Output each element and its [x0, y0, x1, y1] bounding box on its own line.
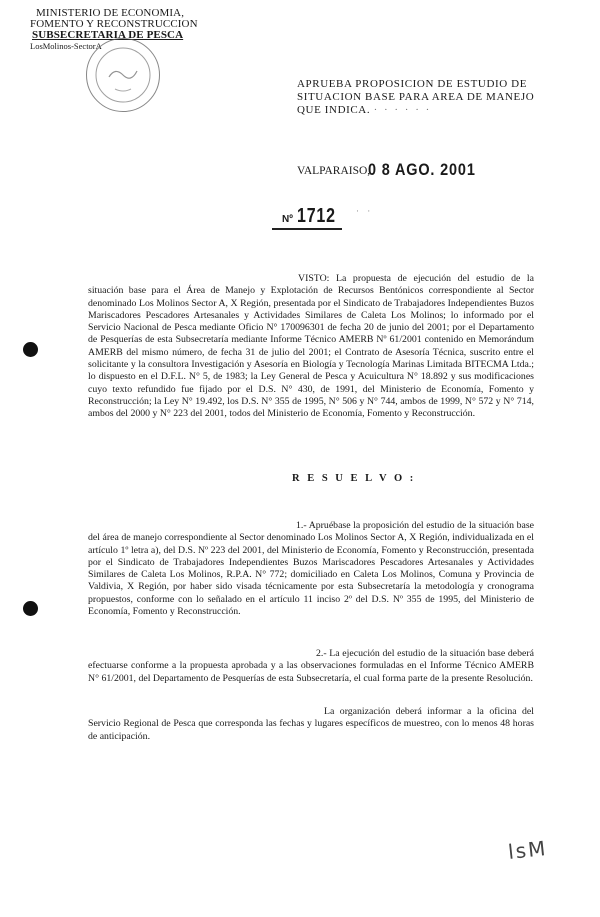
closing-paragraph [88, 706, 534, 743]
title-line-3 [297, 104, 547, 117]
resolution-number-block [282, 205, 346, 228]
article-1 [88, 520, 534, 618]
title-dots: · · · · · · [373, 104, 432, 116]
ministry-subtitle: FOMENTO Y RECONSTRUCCION [30, 18, 198, 30]
stamp-residue: · · [356, 206, 374, 216]
official-seal-icon [86, 38, 160, 112]
margin-handwritten-note: lsM [506, 836, 549, 864]
resolution-number: 1712 [297, 205, 337, 227]
visto-paragraph [88, 273, 534, 421]
file-reference: LosMolinos-SectorA [30, 41, 102, 51]
visto-label: VISTO: [298, 273, 330, 284]
article-2 [88, 648, 534, 685]
title-line-1: APRUEBA PROPOSICION DE ESTUDIO DE [297, 78, 528, 90]
punch-hole-bottom [23, 601, 38, 616]
document-title [297, 78, 547, 117]
article-2-number: 2.- [316, 648, 327, 659]
resolution-prefix: Nº [282, 214, 293, 225]
subsecretaria-name: SUBSECRETARIA DE PESCA [32, 29, 184, 41]
closing-text: La organización deberá informar a la oficina del Servicio Regional de Pesca que corresponda las fechas y lugares específicos de muestreo, con lo menos 48 horas de anticipación. [88, 706, 534, 742]
punch-hole-top [23, 342, 38, 357]
date-stamp: 0 8 AGO. 2001 [368, 160, 476, 179]
title-line-3-text: QUE INDICA. [297, 104, 371, 116]
title-line-2: SITUACION BASE PARA AREA DE MANEJO [297, 91, 535, 103]
article-1-number: 1.- [296, 520, 307, 531]
place-label: VALPARAISO, [297, 165, 371, 177]
resolution-underline [272, 228, 342, 230]
article-2-text: La ejecución del estudio de la situación base deberá efectuarse conforme a la propuesta aprobada y a las observaciones formuladas en el Informe Técnico AMERB N° 61/2001, del Departamento de Pesquerías de esta Subsecretaría, el cual forma parte de la presente Resolución. [88, 648, 534, 684]
resuelvo-heading: R E S U E L V O : [292, 473, 416, 484]
visto-text: La propuesta de ejecución del estudio de la situación base para el Área de Manejo y Explotación de Recursos Bentónicos correspondiente al Sector denominado Los Molinos Sector A, X Región, presentada por el Sindicato de Trabajadores Independientes Buzos Mariscadores Pescadores Artesanales y Actividades Similares de Caleta Los Molinos; lo informado por el Servicio Nacional de Pesca mediante Oficio N° 170096301 de fecha 20 de junio del 2001; por el Departamento de Pesquerías de esta Subsecretaría mediante Informe Técnico AMERB Nº 61/2001 contenido en Memorándum AMERB del mismo número, de fecha 31 de julio del 2001; el Contrato de Asesoría Técnica, suscrito entre el solicitante y la consultora Investigación y Asesoría en Biología y Tecnología Marinas Limitada BITECMA Ltda.; lo dispuesto en el D.F.L. N° 5, de 1983; la Ley General de Pesca y Acuicultura N° 18.892 y sus modificaciones cuyo texto refundido fue fijado por el D.S. N° 430, de 1991, del Ministerio de Economía, Fomento y Reconstrucción; la Ley N° 19.492, los D.S. N° 355 de 1995, N° 506 y N° 744, ambos de 1999, N° 572 y N° 714, ambos del 2000 y N° 223 del 2001, todos del Ministerio de Economía, Fomento y Reconstrucción. [88, 273, 534, 420]
article-1-text: Apruébase la proposición del estudio de la situación base del área de manejo correspondiente al Sector denominado Los Molinos Sector A, X Región, individualizada en el artículo 1º letra a), del D.S. Nº 223 del 2001, del Ministerio de Economía, Fomento y Reconstrucción, presentada por el Sindicato de Trabajadores Independientes Buzos Mariscadores Pescadores Artesanales y Actividades Similares de Caleta Los Molinos, R.P.A. N° 772; domiciliado en Caleta Los Molinos, Comuna y Provincia de Valdivia, X Región, por haber sido visada técnicamente por esta Subsecretaría la metodología y cronograma propuestos, conforme con lo señalado en el artículo 11 inciso 2º del D.S. Nº 355 de 1995, del Ministerio de Economía, Fomento y Reconstrucción. [88, 520, 534, 618]
ministry-name: MINISTERIO DE ECONOMIA, [36, 7, 185, 19]
